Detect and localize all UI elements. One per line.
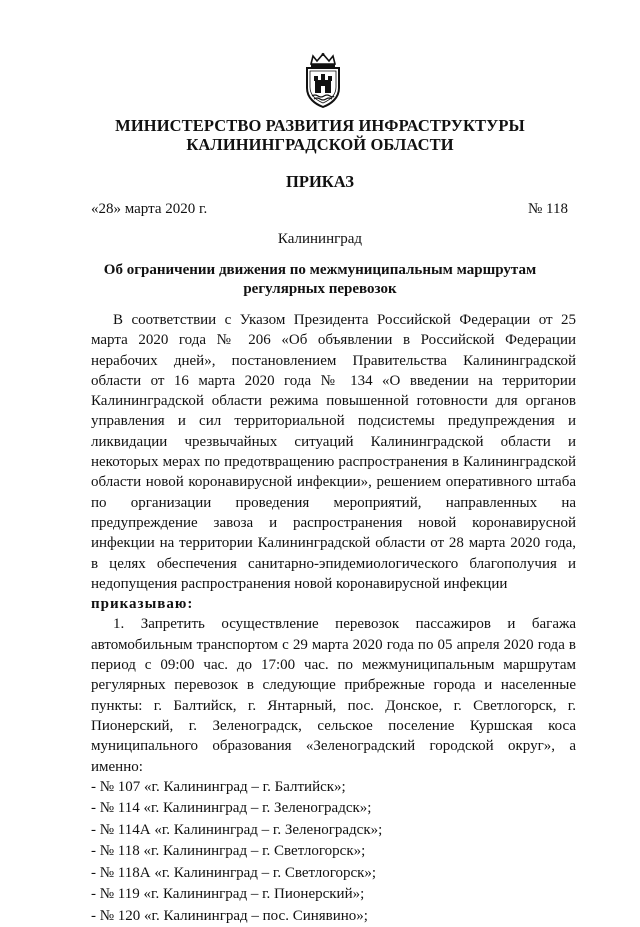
document-body (91, 310, 576, 927)
document-date: «28» марта 2020 г. (91, 201, 208, 217)
list-item: - № 118А «г. Калининград – г. Светлогорск»; (91, 864, 377, 881)
point-1-paragraph: 1. Запретить осуществление перевозок пассажиров и багажа автомобильным транспортом с 29 марта 2020 года по 05 апреля 2020 года в период с 09:00 час. до 17:00 час. по межмуниципальным маршрутам регулярных перевозок в следующие прибрежные города и населенные пункты: г. Балтийск, г. Янтарный, пос. Донское, г. Светлогорск, г. Пионерский, г. Зеленоградск, сельское поселение Куршская коса муниципального образования «Зеленоградский городской округ», а именно: (91, 616, 576, 775)
list-item: - № 118 «г. Калининград – г. Светлогорск»; (91, 843, 366, 860)
ministry-name-line2: КАЛИНИНГРАДСКОЙ ОБЛАСТИ (186, 135, 454, 154)
routes-list (91, 777, 576, 927)
document-type-title: ПРИКАЗ (286, 172, 354, 191)
subject-line2: регулярных перевозок (243, 281, 397, 297)
coat-of-arms-icon (301, 52, 345, 108)
order-word: приказываю: (91, 596, 194, 613)
list-item: - № 107 «г. Калининград – г. Балтийск»; (91, 778, 346, 795)
document-city: Калининград (277, 231, 363, 247)
list-item: - № 120 «г. Калининград – пос. Синявино»; (91, 907, 368, 924)
list-item: - № 114 «г. Калининград – г. Зеленоградск»; (91, 800, 372, 817)
list-item: - № 119 «г. Калининград – г. Пионерский»; (91, 886, 365, 903)
list-item: - № 114А «г. Калининград – г. Зеленоградск»; (91, 821, 383, 838)
preamble-paragraph: В соответствии с Указом Президента Российской Федерации от 25 марта 2020 года № 206 «Об объявлении в Российской Федерации нерабочих дней», постановлением Правительства Калининградской области от 16 марта 2020 года № 134 «О введении на территории Калининградской области режима повышенной готовности для органов управления и сил территориальной подсистемы предупреждения и ликвидации чрезвычайных ситуаций Калининградской области и некоторых мерах по предотвращению распространения в Калининградской области новой коронавирусной инфекции», решением оперативного штаба по организации проведения мероприятий, направленных на предупреждение завоза и распространения новой коронавирусной инфекции на территории Калининградской области от 28 марта 2020 года, в целях обеспечения санитарно-эпидемиологического благополучия и недопущения распространения новой коронавирусной инфекции (91, 312, 576, 592)
ministry-name-line1: МИНИСТЕРСТВО РАЗВИТИЯ ИНФРАСТРУКТУРЫ (115, 116, 525, 135)
subject-line1: Об ограничении движения по межмуниципальным маршрутам (103, 262, 537, 278)
document-number: № 118 (527, 201, 568, 217)
document-subject (0, 261, 640, 299)
